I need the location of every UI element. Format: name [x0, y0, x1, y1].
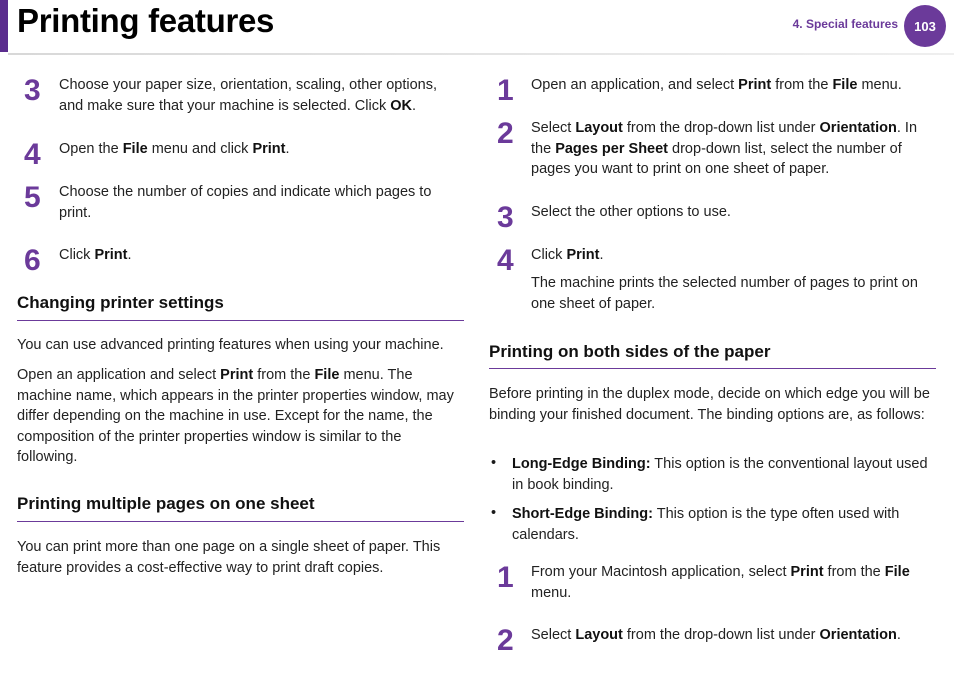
bullet-item: Long-Edge Binding: This option is the conventional layout used in book binding.: [512, 456, 928, 493]
step-number: 3: [24, 74, 41, 107]
step-number: 2: [497, 624, 514, 657]
step-number: 4: [24, 138, 41, 171]
bullet-dot: •: [491, 455, 497, 471]
section-label: 4. Special features: [792, 17, 898, 31]
step-number: 1: [497, 561, 514, 594]
step-number: 1: [497, 74, 514, 107]
step-text: Choose the number of copies and indicate which pages to print.: [59, 184, 432, 221]
heading-rule: [489, 368, 936, 369]
step-text: Click Print.: [531, 247, 604, 263]
step-text: Open the File menu and click Print.: [59, 141, 290, 157]
section-heading: Printing on both sides of the paper: [489, 342, 771, 361]
step-text: Open an application, and select Print from the File menu.: [531, 77, 902, 93]
section-heading: Printing multiple pages on one sheet: [17, 494, 315, 513]
paragraph: Open an application and select Print from the File menu. The machine name, which appears in the printer properties window, may differ depending on the machine in use. Except for the name, the composition of the printer properties window is similar to the following.: [17, 367, 454, 465]
page-number-badge: 103: [904, 5, 946, 47]
paragraph: You can print more than one page on a single sheet of paper. This feature provides a cost-effective way to print draft copies.: [17, 539, 441, 576]
step-number: 3: [497, 201, 514, 234]
step-text: Click Print.: [59, 247, 132, 263]
step-text: Select Layout from the drop-down list under Orientation.: [531, 627, 901, 643]
section-heading: Changing printer settings: [17, 293, 224, 312]
step-number: 6: [24, 244, 41, 277]
bullet-dot: •: [491, 505, 497, 521]
step-number: 2: [497, 117, 514, 150]
page-title: Printing features: [17, 2, 275, 39]
paragraph: You can use advanced printing features when using your machine.: [17, 337, 444, 353]
header-divider: [8, 53, 954, 55]
step-number: 5: [24, 181, 41, 214]
step-text: Choose your paper size, orientation, scaling, other options, and make sure that your machine is selected. Click OK.: [59, 77, 438, 114]
accent-bar: [0, 0, 8, 52]
bullet-item: Short-Edge Binding: This option is the type often used with calendars.: [512, 506, 900, 543]
step-text: From your Macintosh application, select Print from the File menu.: [531, 564, 910, 601]
heading-rule: [17, 320, 464, 321]
paragraph: Before printing in the duplex mode, decide on which edge you will be binding your finished document. The binding options are, as follows:: [489, 386, 930, 423]
step-text: Select Layout from the drop-down list under Orientation. In the Pages per Sheet drop-down list, select the number of pages you want to print on one sheet of paper.: [531, 120, 918, 177]
step-note: The machine prints the selected number of pages to print on one sheet of paper.: [531, 275, 918, 312]
step-text: Select the other options to use.: [531, 204, 731, 220]
heading-rule: [17, 521, 464, 522]
step-number: 4: [497, 244, 514, 277]
